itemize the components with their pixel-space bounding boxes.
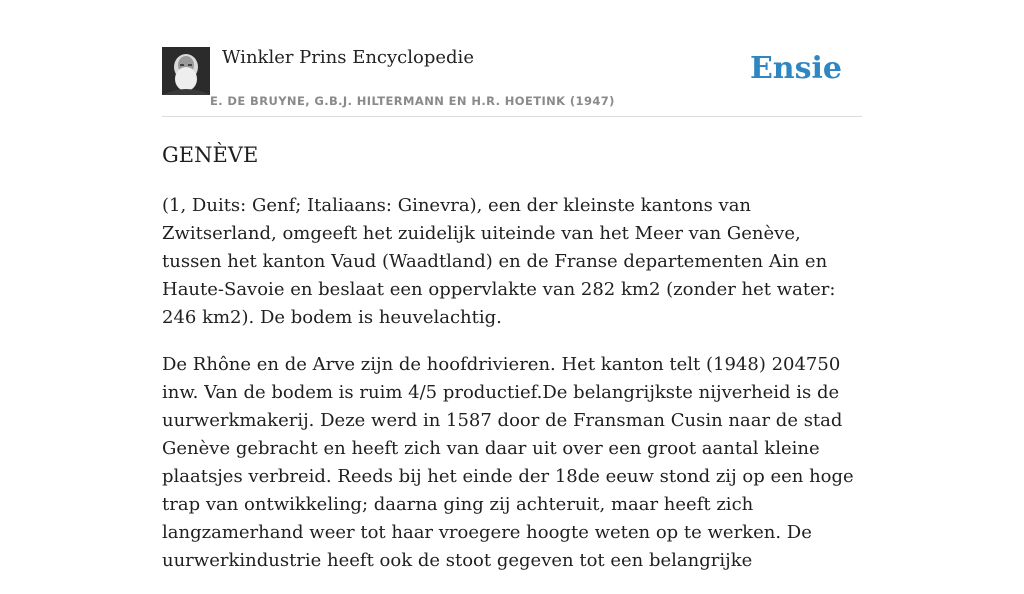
authors-line[interactable]: E. DE BRUYNE, G.B.J. HILTERMANN EN H.R. HOETINK (1947) xyxy=(210,94,615,108)
article-body xyxy=(162,192,862,594)
series-title[interactable]: Winkler Prins Encyclopedie xyxy=(222,47,474,68)
article-paragraph: (1, Duits: Genf; Italiaans: Ginevra), een der kleinste kantons van Zwitserland, omgeeft het zuidelijk uiteinde van het Meer van Genève, tussen het kanton Vaud (Waadtland) en de Franse departementen Ain en Haute-Savoie en beslaat een oppervlakte van 282 km2 (zonder het water: 246 km2). De bodem is heuvelachtig. xyxy=(162,195,836,328)
page xyxy=(162,0,862,571)
article-title: GENÈVE xyxy=(162,143,259,167)
ensie-logo-link[interactable]: Ensie xyxy=(749,51,842,86)
author-avatar xyxy=(162,47,210,95)
article-paragraph: De Rhône en de Arve zijn de hoofdrivieren. Het kanton telt (1948) 204750 inw. Van de bodem is ruim 4/5 productief.De belangrijkste nijverheid is de uurwerkmakerij. Deze werd in 1587 door de Fransman Cusin naar de stad Genève gebracht en heeft zich van daar uit over een groot aantal kleine plaatsjes verbreid. Reeds bij het einde der 18de eeuw stond zij op een hoge trap van ontwikkeling; daarna ging zij achteruit, maar heeft zich langzamerhand weer tot haar vroegere hoogte weten op te werken. De uurwerkindustrie heeft ook de stoot gegeven tot een belangrijke xyxy=(162,354,854,571)
author-portrait-icon xyxy=(162,47,210,95)
header xyxy=(162,0,862,117)
